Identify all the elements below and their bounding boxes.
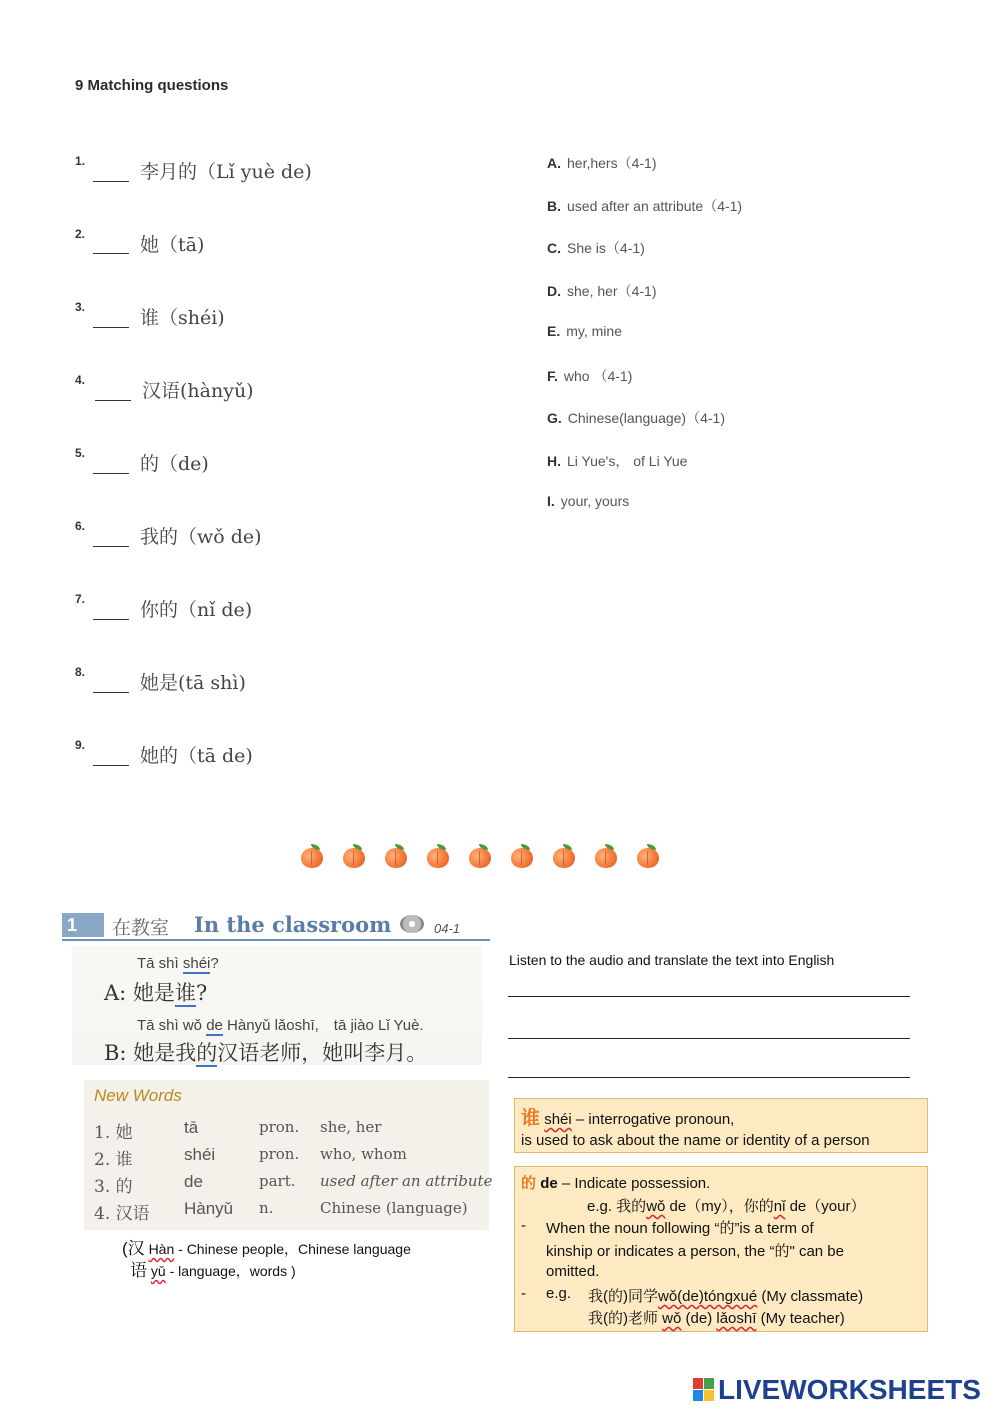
track-code: 04-1 xyxy=(434,921,461,936)
option-text: she, her（4-1) xyxy=(567,283,657,299)
option-item[interactable] xyxy=(547,408,725,428)
section-title-cn: 在教室 xyxy=(112,917,170,939)
answer-blank[interactable] xyxy=(93,765,129,766)
translation-line[interactable] xyxy=(508,1038,910,1039)
option-letter: A. xyxy=(547,155,561,171)
cd-icon xyxy=(400,915,424,933)
question-term: 谁（shéi) xyxy=(140,307,225,329)
question-term: 她是(tā shì) xyxy=(140,672,246,694)
peach-icon xyxy=(342,844,366,868)
option-letter: G. xyxy=(547,410,562,426)
answer-blank[interactable] xyxy=(93,473,129,474)
answer-blank[interactable] xyxy=(93,619,129,620)
note-yu: 语 yǔ - language，words ) xyxy=(130,1261,296,1280)
note-han: (汉 Hàn - Chinese people，Chinese language xyxy=(122,1239,411,1258)
new-words-title: New Words xyxy=(94,1086,182,1105)
question-term: 的（de) xyxy=(140,453,209,475)
question-number: 8. xyxy=(75,665,86,679)
question-term: 你的（nǐ de) xyxy=(140,599,253,621)
page-title: 9 Matching questions xyxy=(75,77,229,94)
option-text: used after an attribute（4-1) xyxy=(567,198,743,214)
dialog-a-pinyin: Tā shì shéi? xyxy=(137,955,219,972)
peach-icon xyxy=(384,844,408,868)
dialog-a-hanzi: A: 她是谁? xyxy=(104,981,208,1005)
peach-icon xyxy=(552,844,576,868)
option-letter: B. xyxy=(547,198,561,214)
answer-blank[interactable] xyxy=(93,546,129,547)
answer-blank[interactable] xyxy=(93,692,129,693)
option-letter: F. xyxy=(547,368,558,384)
question-term: 她的（tā de) xyxy=(140,745,253,767)
option-letter: D. xyxy=(547,283,561,299)
option-item[interactable] xyxy=(547,323,622,339)
peach-icon xyxy=(636,844,660,868)
option-letter: H. xyxy=(547,453,561,469)
section-number: 1 xyxy=(62,913,104,937)
question-number: 6. xyxy=(75,519,86,533)
option-item[interactable] xyxy=(547,196,742,216)
peach-icon xyxy=(594,844,618,868)
question-number: 7. xyxy=(75,592,86,606)
option-text: her,hers（4-1) xyxy=(567,155,657,171)
peach-icon xyxy=(300,844,324,868)
peach-icon xyxy=(510,844,534,868)
answer-blank[interactable] xyxy=(93,327,129,328)
option-text: She is（4-1) xyxy=(567,240,645,256)
note-box-shei: 谁 shéi – interrogative pronoun, is used to ask about the name or identity of a person xyxy=(514,1098,928,1153)
brand-icon xyxy=(693,1378,715,1402)
answer-blank[interactable] xyxy=(93,253,129,254)
option-letter: C. xyxy=(547,240,561,256)
option-text: who （4-1) xyxy=(563,368,633,384)
question-number: 2. xyxy=(75,227,86,241)
option-text: your, yours xyxy=(560,493,630,509)
option-item[interactable] xyxy=(547,451,687,471)
question-term: 我的（wǒ de) xyxy=(140,526,262,548)
new-words-panel: New Words 1. 她 tā pron. she, her 2. 谁 shéi pron. who, whom 3. 的 de part. used after an attribute 4. 汉语 Hànyǔ n. Chinese (language) xyxy=(84,1080,489,1230)
question-number: 3. xyxy=(75,300,86,314)
option-text: Chinese(language)（4-1) xyxy=(567,410,725,426)
brand-text: LIVEWORKSHEETS xyxy=(718,1374,981,1405)
option-item[interactable] xyxy=(547,281,656,301)
question-term: 汉语(hànyǔ) xyxy=(142,380,254,402)
dialog-b-pinyin: Tā shì wǒ de Hànyǔ lǎoshī, tā jiào Lǐ Yuè. xyxy=(137,1017,424,1034)
question-term: 李月的（Lǐ yuè de) xyxy=(140,161,312,183)
section-header xyxy=(62,913,490,941)
option-letter: E. xyxy=(547,323,561,339)
answer-blank[interactable] xyxy=(95,400,131,401)
peach-icon xyxy=(426,844,450,868)
question-number: 5. xyxy=(75,446,86,460)
option-item[interactable] xyxy=(547,366,632,386)
liveworksheets-logo[interactable] xyxy=(693,1373,981,1407)
question-number: 4. xyxy=(75,373,86,387)
peach-divider xyxy=(300,844,660,868)
translation-line[interactable] xyxy=(508,1077,910,1078)
translation-instruction: Listen to the audio and translate the text into English xyxy=(509,952,835,968)
translation-line[interactable] xyxy=(508,996,910,997)
question-number: 9. xyxy=(75,738,86,752)
section-title-en: In the classroom xyxy=(194,912,392,937)
option-item[interactable] xyxy=(547,153,656,173)
textbook-excerpt xyxy=(62,905,492,1235)
option-text: Li Yue's， of Li Yue xyxy=(567,453,688,469)
answer-blank[interactable] xyxy=(93,181,129,182)
peach-icon xyxy=(468,844,492,868)
question-number: 1. xyxy=(75,154,86,168)
question-term: 她（tā) xyxy=(140,234,205,256)
dialog-b-hanzi: B: 她是我的汉语老师，她叫李月。 xyxy=(104,1041,428,1065)
note-box-de: 的 de – Indicate possession. e.g. 我的wǒ de（my），你的nǐ de（your） - When the noun following “的”is a term of kinship or indicates a person, the “的" can be omitted. - e.g. 我(的)同学wǒ(de)tóngxué (My classmate) 我(的)老师 wǒ (de) lǎoshī (My teacher) xyxy=(514,1166,928,1332)
option-item[interactable] xyxy=(547,493,629,509)
option-letter: I. xyxy=(547,493,555,509)
option-item[interactable] xyxy=(547,238,645,258)
option-text: my, mine xyxy=(566,323,622,339)
